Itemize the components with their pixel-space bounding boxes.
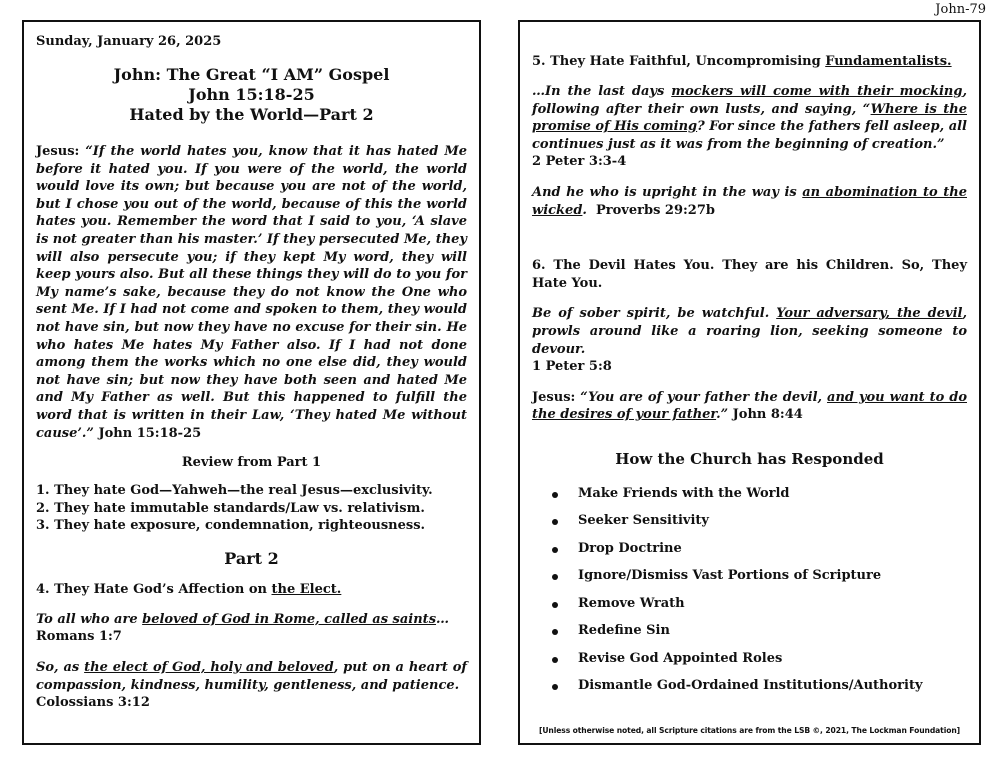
point-4-heading: 4. They Hate God’s Affection on the Elect.	[36, 581, 342, 597]
verse-reference: 1 Peter 5:8	[532, 359, 612, 375]
copyright-footnote: [Unless otherwise noted, all Scripture citations are from the LSB ©, 2021, The Lockman Foundation]	[538, 726, 961, 735]
list-item: Make Friends with the World	[552, 486, 967, 514]
review-item: 1. They hate God—Yahweh—the real Jesus—exclusivity.	[36, 483, 433, 499]
review-item: 3. They hate exposure, condemnation, righteousness.	[36, 518, 426, 534]
verse-reference: Proverbs 29:27b	[596, 202, 715, 218]
review-heading: Review from Part 1	[181, 455, 322, 471]
bullet-icon	[552, 519, 558, 525]
point-6-heading: 6. The Devil Hates You. They are his Children. So, They Hate You.	[532, 258, 967, 291]
right-panel	[518, 20, 981, 745]
church-response-heading: How the Church has Responded	[615, 449, 884, 468]
peter-verse: …In the last days mockers will come with their mocking, following after their own lusts, and saying, “Where is the promise of His coming? For since the fathers fell asleep, all continues just as it was from the beginning of creation.” 2 Peter 3:3-4	[532, 84, 968, 170]
colossians-verse: So, as the elect of God, holy and beloved, put on a heart of compassion, kindness, humility, gentleness, and patience. Colossians 3:12	[36, 660, 468, 711]
title-line-2: John 15:18-25	[188, 85, 315, 104]
verse-reference: Colossians 3:12	[36, 695, 150, 711]
review-item: 2. They hate immutable standards/Law vs. relativism.	[36, 500, 425, 516]
main-scripture-quote	[36, 143, 467, 442]
list-item: Ignore/Dismiss Vast Portions of Scripture	[552, 568, 967, 596]
bullet-icon	[552, 547, 558, 553]
bullet-icon	[552, 492, 558, 498]
quote-speaker: Jesus:	[36, 144, 80, 159]
quote-text: “If the world hates you, know that it has hated Me before it hated you. If you were of the world, the world would love its own; but because you are not of the world, but I chose you out of the world, because of this the world hates you. Remember the word that I said to you, ‘A slave is not greater than his master.’ If they persecuted Me, they will also persecute you; if they kept My word, they will keep yours also. But all these things they will do to you for My name’s sake, because they do not know the One who sent Me. If I had not come and spoken to them, they would not have sin, but now they have no excuse for their sin. He who hates Me hates My Father also. If I had not done among them the works which no one else did, they would not have sin; but now they have both seen and hated Me and My Father as well. But this happened to fulfill the word that is written in their Law, ‘They hated Me without cause’.”	[36, 144, 467, 441]
sermon-title	[36, 65, 467, 125]
church-response-list	[532, 486, 967, 706]
verse-reference: Romans 1:7	[36, 629, 122, 645]
list-item: Drop Doctrine	[552, 541, 967, 569]
proverbs-verse: And he who is upright in the way is an abomination to the wicked. Proverbs 29:27b	[532, 184, 967, 218]
list-item: Dismantle God-Ordained Institutions/Authority	[552, 678, 967, 706]
bullet-icon	[552, 684, 558, 690]
peter-5-verse: Be of sober spirit, be watchful. Your adversary, the devil, prowls around like a roaring lion, seeking someone to devour. 1 Peter 5:8	[532, 306, 967, 375]
list-item: Revise God Appointed Roles	[552, 651, 967, 679]
page-number: John-79	[935, 2, 986, 17]
verse-reference: John 8:44	[732, 407, 803, 423]
list-item: Remove Wrath	[552, 596, 967, 624]
bullet-icon	[552, 657, 558, 663]
bullet-icon	[552, 602, 558, 608]
list-item: Seeker Sensitivity	[552, 513, 967, 541]
quote-reference: John 15:18-25	[98, 425, 202, 441]
verse-reference: 2 Peter 3:3-4	[532, 154, 627, 170]
romans-verse: To all who are beloved of God in Rome, called as saints… Romans 1:7	[36, 611, 450, 645]
point-5-heading: 5. They Hate Faithful, Uncompromising Fundamentalists.	[532, 54, 952, 69]
bullet-icon	[552, 574, 558, 580]
sermon-date: Sunday, January 26, 2025	[36, 34, 222, 49]
title-line-3: Hated by the World—Part 2	[129, 105, 374, 124]
bullet-icon	[552, 629, 558, 635]
left-panel	[22, 20, 481, 745]
title-line-1: John: The Great “I AM” Gospel	[113, 65, 390, 84]
review-list	[36, 482, 467, 535]
john-8-verse: Jesus: “You are of your father the devil, and you want to do the desires of your father.” John 8:44	[532, 389, 967, 423]
list-item: Redefine Sin	[552, 623, 967, 651]
part-heading: Part 2	[224, 548, 279, 568]
